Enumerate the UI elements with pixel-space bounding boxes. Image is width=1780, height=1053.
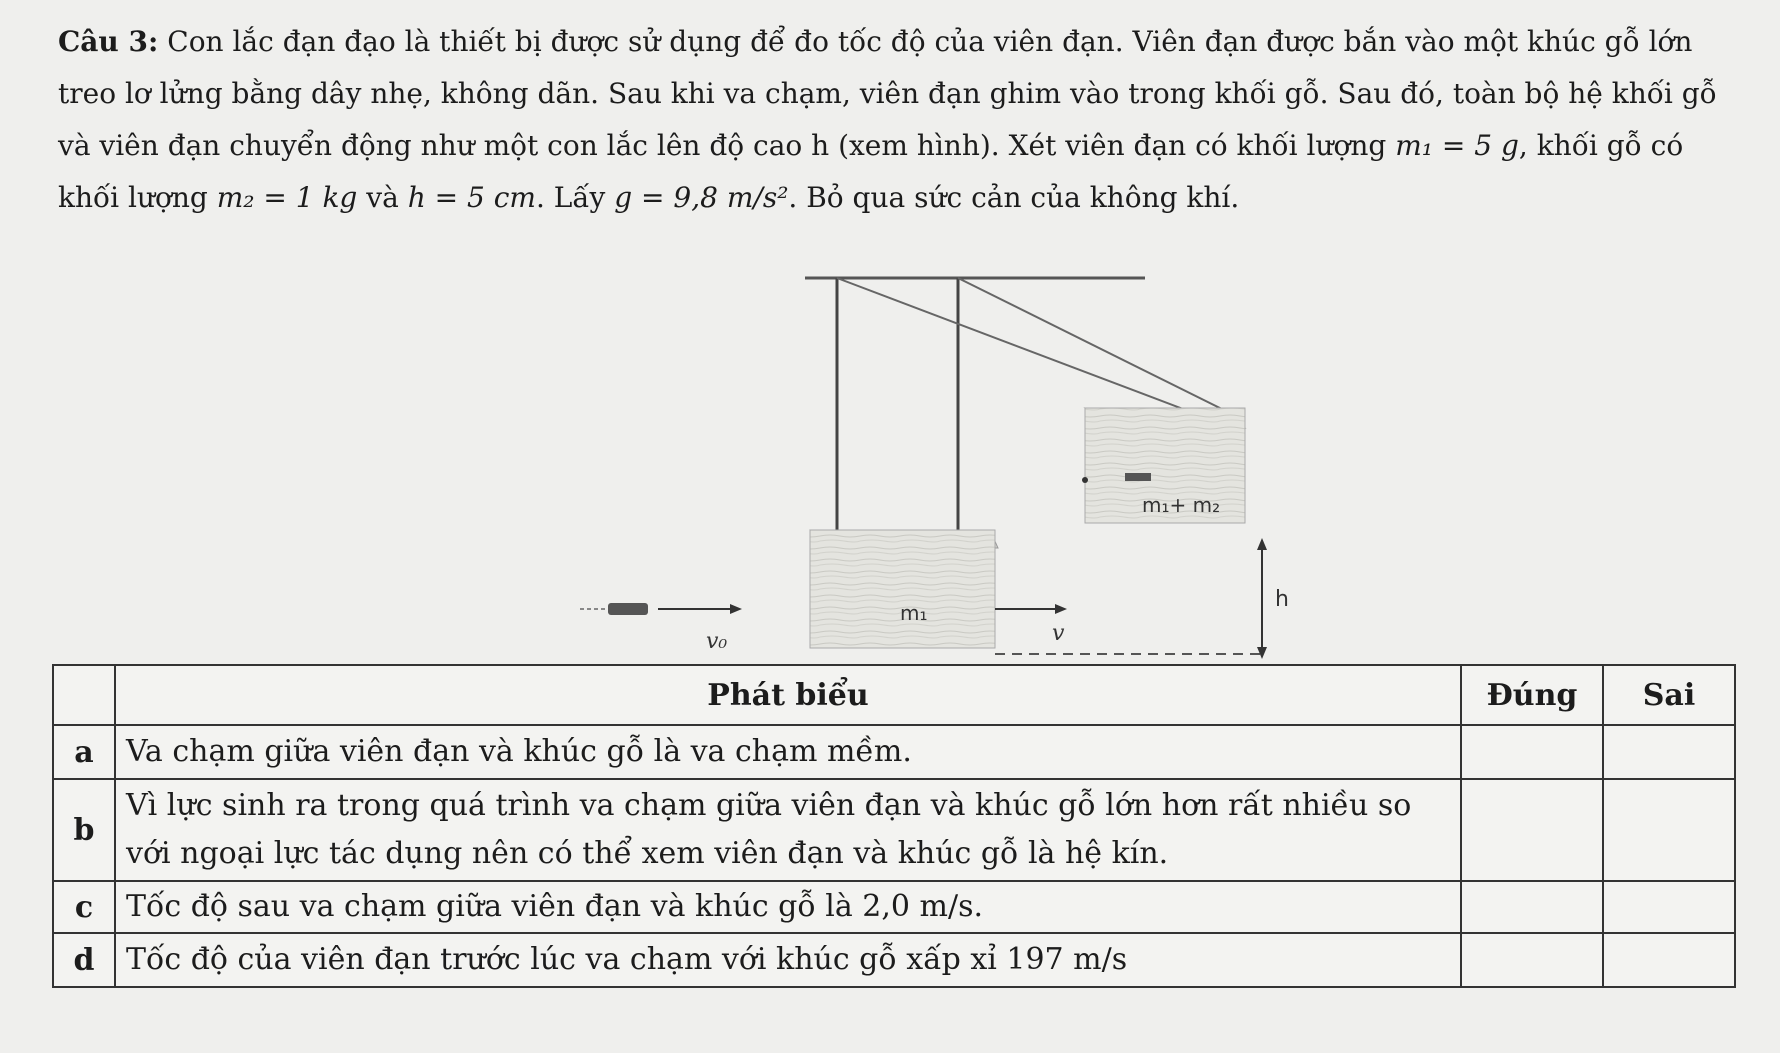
answer-true-cell[interactable]	[1461, 881, 1603, 933]
row-label: a	[53, 725, 115, 779]
row-statement: Tốc độ của viên đạn trước lúc va chạm với khúc gỗ xấp xỉ 197 m/s	[115, 933, 1461, 987]
answer-true-cell[interactable]	[1461, 779, 1603, 881]
answer-true-cell[interactable]	[1461, 725, 1603, 779]
answer-table	[52, 664, 1736, 988]
answer-false-cell[interactable]	[1603, 725, 1735, 779]
answer-false-cell[interactable]	[1603, 779, 1735, 881]
header-true: Đúng	[1461, 665, 1603, 725]
string-swung-left	[837, 278, 1220, 423]
gravity-value: g = 9,8 m/s²	[614, 181, 789, 214]
question-end: . Bỏ qua sức cản của không khí.	[788, 181, 1240, 214]
mass-block: m₂ = 1 kg	[216, 181, 358, 214]
row-label: c	[53, 881, 115, 933]
table-row	[53, 933, 1735, 987]
table-row	[53, 881, 1735, 933]
answer-true-cell[interactable]	[1461, 933, 1603, 987]
row-statement: Tốc độ sau va chạm giữa viên đạn và khúc gỗ là 2,0 m/s.	[115, 881, 1461, 933]
label-v: v	[1052, 621, 1065, 646]
embedded-bullet	[1125, 473, 1151, 481]
row-label: b	[53, 779, 115, 881]
question-mid: , khối gỗ có khối lượng	[58, 129, 1684, 214]
ballistic-pendulum-figure	[540, 268, 1300, 668]
question-take: . Lấy	[535, 181, 606, 214]
mass-bullet: m₁ = 5 g	[1395, 129, 1519, 162]
label-m1: m₁	[900, 601, 928, 625]
label-v0: v₀	[706, 629, 728, 654]
header-empty	[53, 665, 115, 725]
header-false: Sai	[1603, 665, 1735, 725]
label-h: h	[1275, 587, 1289, 612]
table-row	[53, 779, 1735, 881]
question-text	[58, 16, 1738, 224]
question-body: Con lắc đạn đạo là thiết bị được sử dụng để đo tốc độ của viên đạn. Viên đạn được bắn vào một khúc gỗ lớn treo lơ lửng bằng dây nhẹ, không dãn. Sau khi va chạm, viên đạn ghim vào trong khối gỗ. Sau đó, toàn bộ hệ khối gỗ và viên đạn chuyển động như một con lắc lên độ cao h (xem hình). Xét viên đạn có khối lượng	[58, 25, 1717, 162]
question-and: và	[366, 181, 399, 214]
header-statement: Phát biểu	[115, 665, 1461, 725]
table-row	[53, 725, 1735, 779]
answer-false-cell[interactable]	[1603, 933, 1735, 987]
hanging-block	[810, 530, 998, 648]
label-m1m2: m₁+ m₂	[1142, 493, 1221, 517]
bullet	[580, 603, 648, 615]
string-swung-right	[958, 278, 1240, 418]
height-value: h = 5 cm	[407, 181, 536, 214]
row-statement: Va chạm giữa viên đạn và khúc gỗ là va chạm mềm.	[115, 725, 1461, 779]
row-statement: Vì lực sinh ra trong quá trình va chạm giữa viên đạn và khúc gỗ lớn hơn rất nhiều so với ngoại lực tác dụng nên có thể xem viên đạn và khúc gỗ là hệ kín.	[115, 779, 1461, 881]
table-header-row	[53, 665, 1735, 725]
answer-false-cell[interactable]	[1603, 881, 1735, 933]
row-label: d	[53, 933, 115, 987]
question-label: Câu 3:	[58, 25, 159, 58]
